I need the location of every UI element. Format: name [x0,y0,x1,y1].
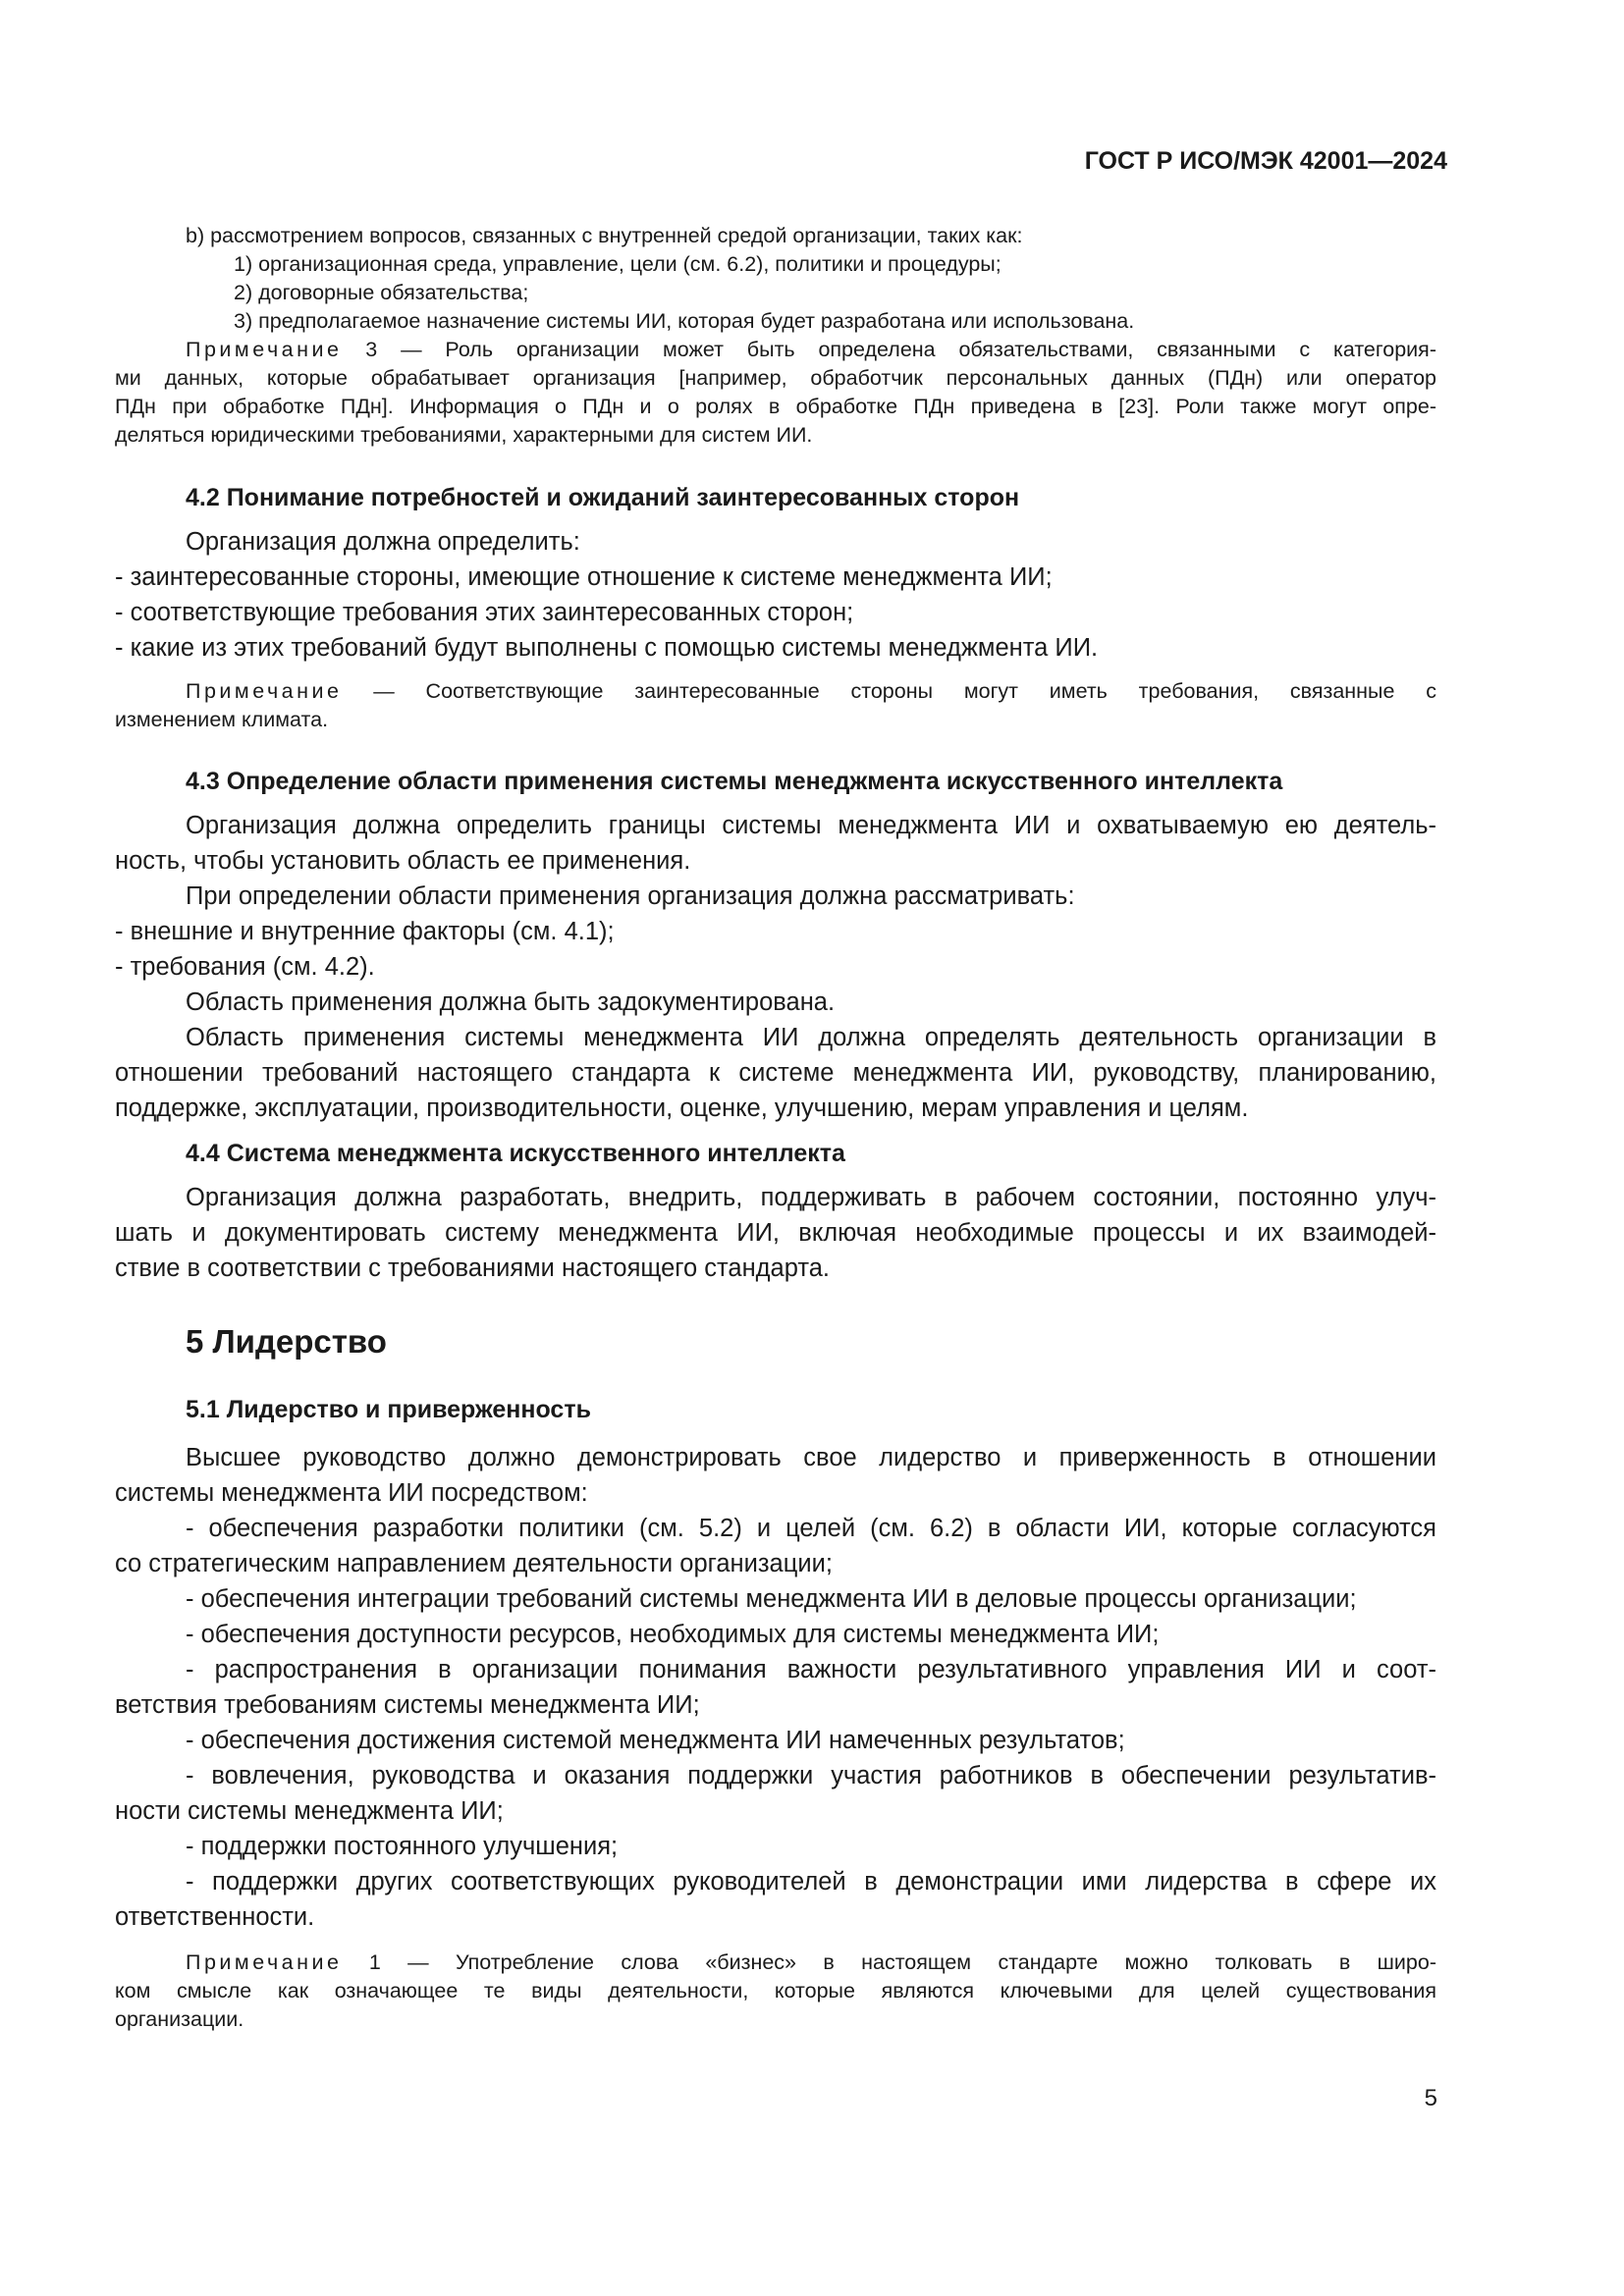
standard-code: ГОСТ Р ИСО/МЭК 42001—2024 [1084,147,1447,175]
para-line: ность, чтобы установить область ее применения. [115,847,691,875]
section-4-2-note [115,677,1436,734]
list-item: - поддержки других соответствующих руководителей в демонстрации ими лидерства в сфере их [186,1868,1436,1896]
list-item-cont: ности системы менеджмента ИИ; [115,1797,504,1825]
note-text: — Соответствующие заинтересованные стороны могут иметь требования, связанные с [373,679,1436,703]
para-line: Область применения системы менеджмента ИИ должна определять деятельность организации в [186,1024,1436,1051]
note-1-line-1 [115,1949,1436,1977]
note-label: Примечание [186,338,343,361]
para-line: отношении требований настоящего стандарта к системе менеджмента ИИ, руководству, планированию, [115,1059,1436,1087]
page-number: 5 [1424,2085,1437,2111]
list-item-cont: ветствия требованиям системы менеджмента ИИ; [115,1691,700,1719]
para-line: Область применения должна быть задокументирована. [186,988,836,1016]
section-4-4-title: 4.4 Система менеджмента искусственного интеллекта [186,1140,845,1167]
note-1-line-2: ком смысле как означающее те виды деятельности, которые являются ключевыми для целей существования [115,1979,1436,2002]
note-3-line-4: деляться юридическими требованиями, характерными для систем ИИ. [115,423,813,447]
item-b [115,222,1436,450]
page-content [115,222,1436,2034]
item-b-sub-3: 3) предполагаемое назначение системы ИИ, которая будет разработана или использована. [234,309,1135,333]
list-item: - обеспечения интеграции требований системы менеджмента ИИ в деловые процессы организации; [186,1585,1357,1613]
item-b-intro: b) рассмотрением вопросов, связанных с внутренней средой организации, таких как: [186,224,1023,247]
section-5-1-note [115,1949,1436,2034]
para-line: Организация должна определить границы системы менеджмента ИИ и охватываемую ею деятель- [186,812,1436,839]
para-line: Организация должна разработать, внедрить, поддерживать в рабочем состоянии, постоянно улуч- [186,1184,1436,1211]
note-line-2: изменением климата. [115,708,329,731]
list-item: - обеспечения достижения системой менеджмента ИИ намеченных результатов; [186,1727,1125,1754]
note-3-line-3: ПДн при обработке ПДн]. Информация о ПДн и о ролях в обработке ПДн приведена в [23]. Роли также могут опре- [115,395,1436,418]
para-line: Высшее руководство должно демонстрировать свое лидерство и приверженность в отношении [186,1444,1436,1471]
section-4-2-body [115,524,1436,666]
list-item: - обеспечения разработки политики (см. 5.2) и целей (см. 6.2) в области ИИ, которые согласуются [186,1515,1436,1542]
chapter-5-title: 5 Лидерство [186,1323,387,1360]
list-item-cont: ответственности. [115,1903,315,1931]
list-item: - соответствующие требования этих заинтересованных сторон; [115,599,854,626]
para-line: шать и документировать систему менеджмента ИИ, включая необходимые процессы и их взаимодей- [115,1219,1436,1247]
para-line: системы менеджмента ИИ посредством: [115,1479,588,1507]
para-line: При определении области применения организация должна рассматривать: [186,882,1075,910]
note-label: Примечание [186,1950,343,1974]
list-item: - вовлечения, руководства и оказания поддержки участия работников в обеспечении результатив- [186,1762,1436,1789]
note-3-line-1 [115,336,1436,364]
note-1-line-3: организации. [115,2007,244,2031]
list-item: - внешние и внутренние факторы (см. 4.1); [115,918,615,945]
note-line-1 [115,677,1436,706]
item-b-sub-1: 1) организационная среда, управление, цели (см. 6.2), политики и процедуры; [234,252,1001,276]
list-item: - заинтересованные стороны, имеющие отношение к системе менеджмента ИИ; [115,563,1053,591]
note-3-line-2: ми данных, которые обрабатывает организация [например, обработчик персональных данных (ПДн) или оператор [115,366,1436,390]
note-text: 1 — Употребление слова «бизнес» в настоящем стандарте можно толковать в широ- [368,1950,1436,1974]
list-item: - поддержки постоянного улучшения; [186,1833,619,1860]
section-4-4-body [115,1180,1436,1286]
note-label: Примечание [186,679,343,703]
section-4-3-body [115,808,1436,1126]
note-3-text: 3 — Роль организации может быть определена обязательствами, связанными с категория- [365,338,1436,361]
section-5-1-body [115,1440,1436,1935]
section-4-2-title: 4.2 Понимание потребностей и ожиданий заинтересованных сторон [186,484,1020,511]
list-item: - требования (см. 4.2). [115,953,375,981]
section-4-2-intro: Организация должна определить: [186,528,580,556]
list-item-cont: со стратегическим направлением деятельности организации; [115,1550,833,1577]
list-item: - обеспечения доступности ресурсов, необходимых для системы менеджмента ИИ; [186,1621,1160,1648]
para-line: поддержке, эксплуатации, производительности, оценке, улучшению, мерам управления и целям. [115,1095,1249,1122]
item-b-sub-2: 2) договорные обязательства; [234,281,529,304]
list-item: - распространения в организации понимания важности результативного управления ИИ и соот- [186,1656,1436,1683]
section-5-1-title: 5.1 Лидерство и приверженность [186,1396,591,1423]
para-line: ствие в соответствии с требованиями настоящего стандарта. [115,1255,831,1282]
section-4-3-title: 4.3 Определение области применения системы менеджмента искусственного интеллекта [186,768,1283,795]
list-item: - какие из этих требований будут выполнены с помощью системы менеджмента ИИ. [115,634,1099,662]
